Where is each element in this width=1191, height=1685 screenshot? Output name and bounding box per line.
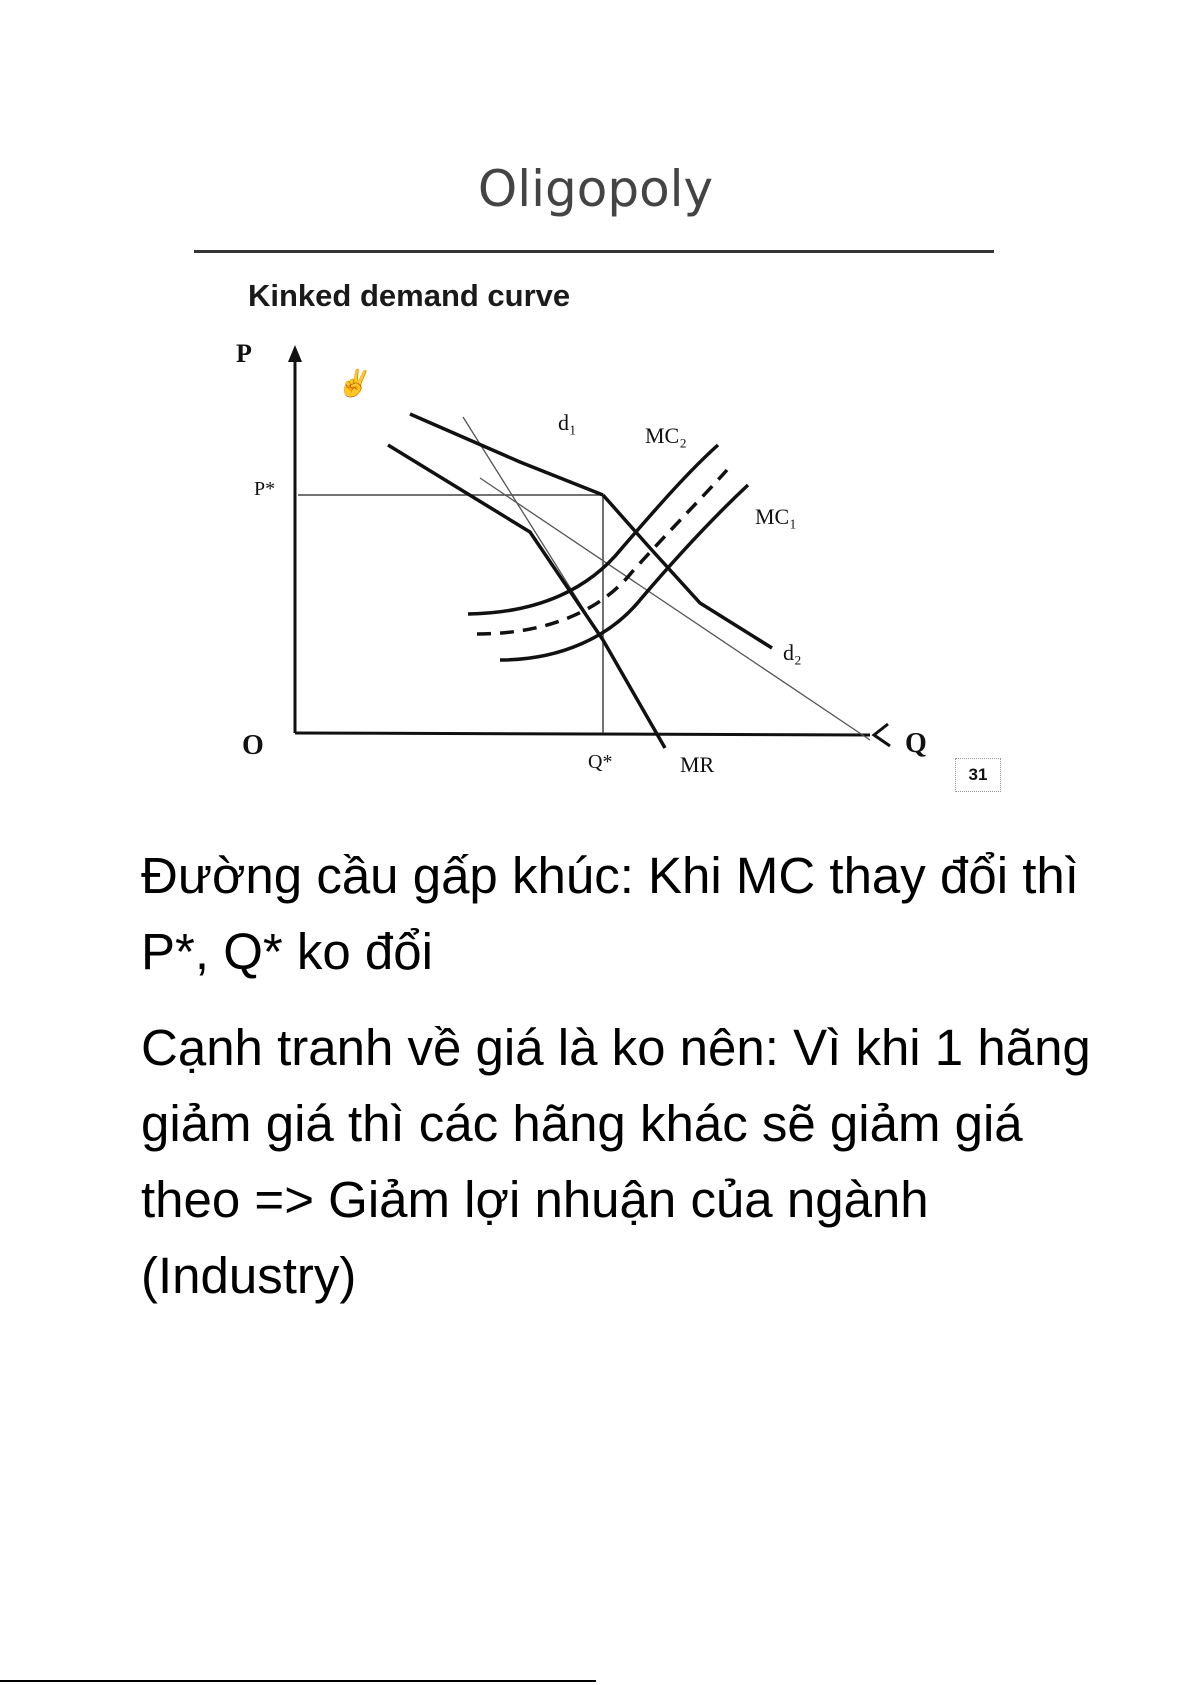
q-star-label: Q* bbox=[588, 751, 613, 773]
slide-title: Oligopoly bbox=[477, 160, 714, 218]
y-axis-arrow bbox=[288, 345, 302, 362]
x-axis bbox=[295, 733, 870, 735]
slide-page-number: 31 bbox=[955, 758, 1001, 792]
d2-label: d₂ bbox=[783, 640, 802, 665]
d1-label: d₁ bbox=[558, 410, 577, 435]
x-axis-arrow bbox=[874, 724, 890, 746]
chart-subtitle: Kinked demand curve bbox=[248, 278, 571, 313]
origin-label: O bbox=[242, 730, 264, 761]
mr-curve bbox=[388, 445, 665, 748]
notes-body bbox=[141, 838, 1101, 1334]
stray-mark: ✌ bbox=[336, 369, 369, 398]
mc2-label: MC₂ bbox=[645, 423, 687, 448]
x-axis-label: Q bbox=[905, 728, 927, 759]
kinked-demand-chart bbox=[0, 0, 1191, 800]
extended-demand-guide bbox=[480, 478, 870, 740]
p-star-label: P* bbox=[254, 478, 276, 500]
d2-curve bbox=[603, 495, 772, 648]
mc1-label: MC₁ bbox=[755, 504, 797, 529]
footer-divider bbox=[0, 1680, 596, 1682]
note-paragraph-1: Đường cầu gấp khúc: Khi MC thay đổi thì P*, Q* ko đổi bbox=[141, 847, 1079, 980]
mc2-curve bbox=[468, 445, 718, 614]
mr-label: MR bbox=[680, 752, 715, 777]
y-axis-label: P bbox=[236, 339, 252, 368]
note-paragraph-2: Cạnh tranh về giá là ko nên: Vì khi 1 hãng giảm giá thì các hãng khác sẽ giảm giá theo => Giảm lợi nhuận của ngành (Industry) bbox=[141, 1019, 1091, 1304]
